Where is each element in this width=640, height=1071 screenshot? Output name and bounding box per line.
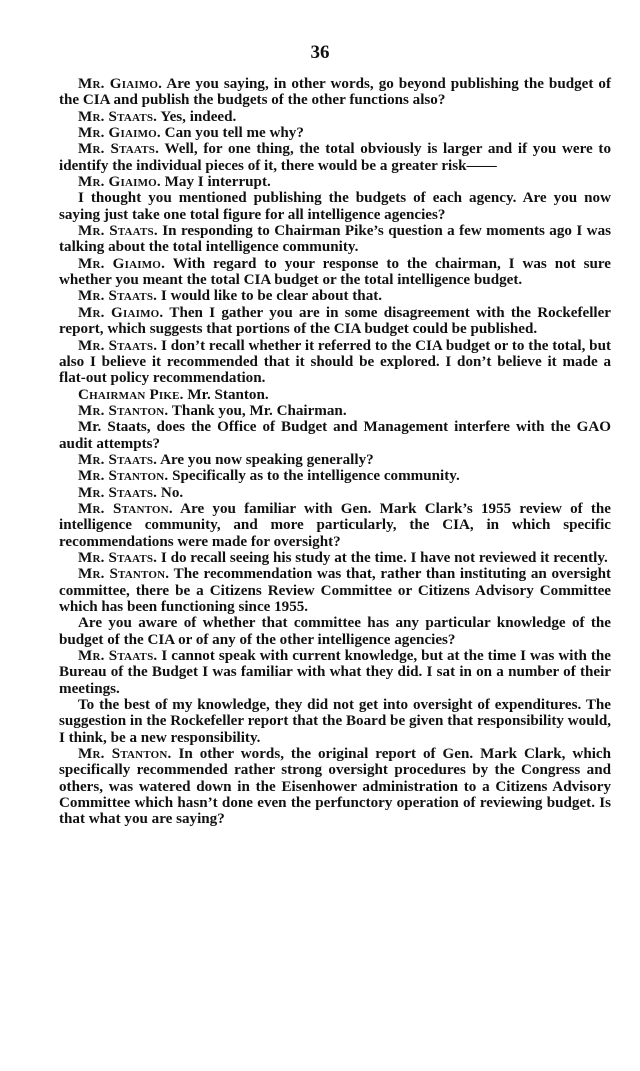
paragraph-1 (59, 76, 611, 109)
speaker-name: Mr. Stanton. (78, 746, 172, 763)
paragraph-text: In other words, the original report of Gen. Mark Clark, which specifically recommended rather strong oversight procedures by the Congress and others, was watered down in the Eisenhower administration to a Citizens Advisory Committee which hasn’t done even the perfunctory operation of reviewing budget. Is that what you are saying? (59, 746, 611, 828)
paragraph-text: Thank you, Mr. Chairman. (168, 402, 347, 419)
speaker-name: Mr. Staats. (78, 288, 158, 305)
paragraph-10 (59, 305, 611, 338)
paragraph-20 (59, 566, 611, 615)
speaker-name: Mr. Staats. (78, 451, 158, 468)
paragraph-text: Yes, indeed. (157, 108, 237, 125)
speaker-name: Mr. Giaimo. (78, 125, 161, 142)
paragraph-4 (59, 141, 611, 174)
speaker-name: Mr. Stanton. (78, 500, 173, 517)
transcript-body (59, 76, 611, 828)
paragraph-text: I do recall seeing his study at the time. I have not reviewed it recently. (157, 549, 608, 566)
paragraph-text: Mr. Staats, does the Office of Budget and Management interfere with the GAO audit attempts? (59, 419, 611, 452)
paragraph-24 (59, 746, 611, 828)
paragraph-14 (59, 419, 611, 452)
paragraph-text: With regard to your response to the chairman, I was not sure whether you meant the total CIA budget or the total intelligence budget. (59, 255, 611, 289)
paragraph-8 (59, 256, 611, 289)
paragraph-5 (59, 174, 611, 190)
paragraph-23 (59, 697, 611, 746)
page-number: 36 (310, 42, 330, 63)
paragraph-text: Are you saying, in other words, go beyond publishing the budget of the CIA and publish the budgets of the other functions also? (59, 76, 611, 109)
speaker-name: Mr. Staats. (78, 108, 158, 125)
speaker-name: Mr. Staats. (78, 141, 160, 158)
speaker-name: Chairman Pike. (78, 386, 184, 403)
paragraph-11 (59, 338, 611, 387)
paragraph-text: I thought you mentioned publishing the budgets of each agency. Are you now saying just take one total figure for all intelligence agencies? (59, 190, 611, 223)
paragraph-text: To the best of my knowledge, they did not get into oversight of expenditures. The suggestion in the Rockefeller report that the Board be given that responsibility would, I think, be a new responsibility. (59, 697, 611, 746)
speaker-name: Mr. Giaimo. (78, 174, 161, 191)
paragraph-13 (59, 403, 611, 419)
speaker-name: Mr. Stanton. (78, 566, 170, 583)
paragraph-text: Specifically as to the intelligence community. (168, 468, 460, 485)
paragraph-2 (59, 109, 611, 125)
paragraph-text: Well, for one thing, the total obviously is larger and if you were to identify the individual pieces of it, there would be a greater risk—— (59, 141, 611, 174)
paragraph-text: I don’t recall whether it referred to the CIA budget or to the total, but also I believe it recommended that it should be explored. I don’t believe it made a flat-out policy recommendation. (59, 337, 611, 387)
paragraph-6 (59, 190, 611, 223)
speaker-name: Mr. Staats. (78, 549, 158, 566)
paragraph-text: Are you aware of whether that committee has any particular knowledge of the budget of the CIA or of any of the other intelligence agencies? (59, 615, 611, 648)
paragraph-18 (59, 501, 611, 550)
paragraph-12 (59, 387, 611, 403)
paragraph-text: In responding to Chairman Pike’s question a few moments ago I was talking about the total intelligence community. (59, 223, 611, 256)
paragraph-text: Are you familiar with Gen. Mark Clark’s 1955 review of the intelligence community, and more particularly, the CIA, in which specific recommendations were made for oversight? (59, 500, 611, 550)
paragraph-22 (59, 648, 611, 697)
speaker-name: Mr. Stanton. (78, 468, 169, 485)
speaker-name: Mr. Stanton. (78, 402, 169, 419)
paragraph-text: Are you now speaking generally? (157, 451, 374, 468)
speaker-name: Mr. Staats. (78, 223, 158, 240)
speaker-name: Mr. Staats. (78, 484, 158, 501)
paragraph-15 (59, 452, 611, 468)
paragraph-text: Then I gather you are in some disagreement with the Rockefeller report, which suggests that portions of the CIA budget could be published. (59, 304, 611, 338)
paragraph-text: Mr. Stanton. (183, 386, 269, 403)
speaker-name: Mr. Giaimo. (78, 76, 163, 92)
paragraph-9 (59, 288, 611, 304)
paragraph-text: Can you tell me why? (160, 125, 304, 142)
paragraph-17 (59, 485, 611, 501)
paragraph-text: I cannot speak with current knowledge, but at the time I was with the Bureau of the Budget I was familiar with what they did. I sat in on a number of their meetings. (59, 648, 612, 697)
paragraph-7 (59, 223, 611, 256)
paragraph-16 (59, 468, 611, 484)
paragraph-text: I would like to be clear about that. (157, 288, 383, 305)
speaker-name: Mr. Staats. (78, 337, 158, 354)
paragraph-19 (59, 550, 611, 566)
speaker-name: Mr. Giaimo. (78, 255, 166, 272)
paragraph-text: May I interrupt. (160, 174, 271, 191)
speaker-name: Mr. Staats. (78, 648, 158, 665)
paragraph-3 (59, 125, 611, 141)
paragraph-text: The recommendation was that, rather than instituting an oversight committee, there be a Citizens Review Committee or Citizens Advisory Committee which has been functioning since 1955. (59, 566, 611, 615)
paragraph-21 (59, 615, 611, 648)
paragraph-text: No. (157, 484, 184, 501)
speaker-name: Mr. Giaimo. (78, 304, 164, 321)
